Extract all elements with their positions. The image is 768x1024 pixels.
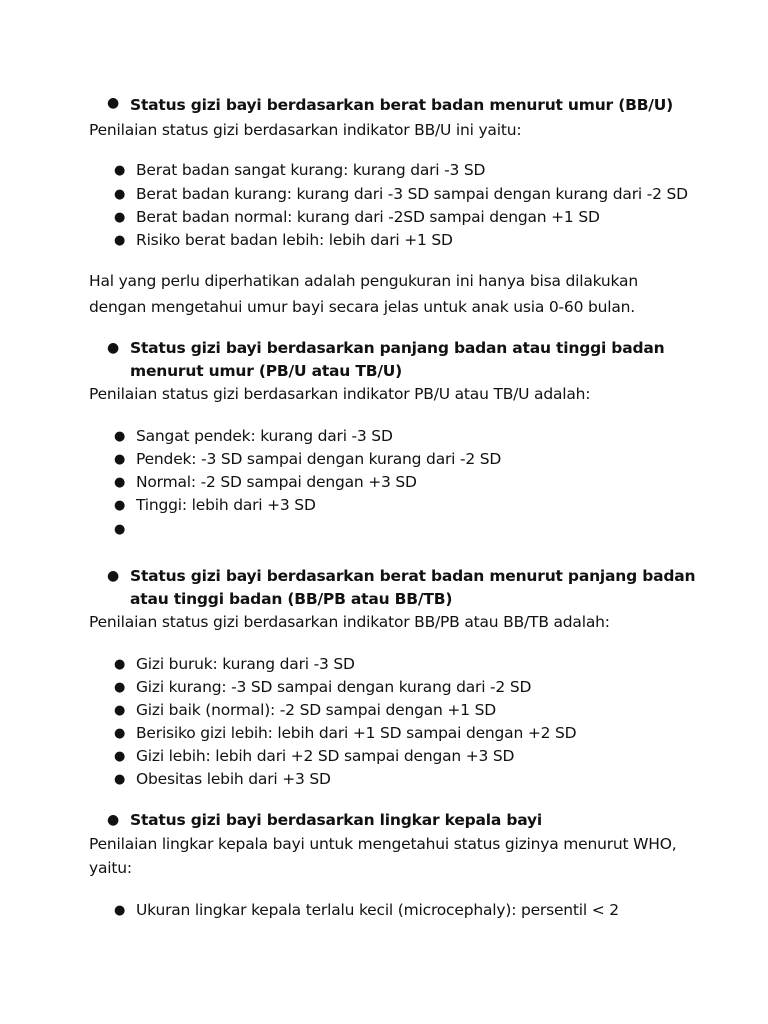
- list-bullet: ●: [114, 772, 126, 787]
- heading-bullet: ●: [107, 95, 120, 111]
- list-item: Gizi baik (normal): -2 SD sampai dengan +1 SD: [136, 701, 496, 719]
- section-intro: yaitu:: [89, 859, 132, 877]
- list-bullet: ●: [114, 522, 126, 537]
- section-note: Hal yang perlu diperhatikan adalah pengukuran ini hanya bisa dilakukan: [89, 272, 638, 290]
- list-item: Ukuran lingkar kepala terlalu kecil (microcephaly): persentil < 2: [136, 901, 619, 919]
- list-bullet: ●: [114, 187, 126, 202]
- list-bullet: ●: [114, 680, 126, 695]
- list-item: Obesitas lebih dari +3 SD: [136, 770, 331, 788]
- heading-bullet: ●: [107, 340, 120, 356]
- section-intro: Penilaian status gizi berdasarkan indikator BB/U ini yaitu:: [89, 121, 522, 139]
- list-item: Berisiko gizi lebih: lebih dari +1 SD sampai dengan +2 SD: [136, 724, 577, 742]
- list-bullet: ●: [114, 210, 126, 225]
- list-item: Berat badan sangat kurang: kurang dari -3 SD: [136, 161, 486, 179]
- list-item: Berat badan kurang: kurang dari -3 SD sampai dengan kurang dari -2 SD: [136, 185, 688, 203]
- section-heading: Status gizi bayi berdasarkan berat badan menurut panjang badan: [130, 567, 696, 585]
- list-bullet: ●: [114, 163, 126, 178]
- section-heading: Status gizi bayi berdasarkan lingkar kepala bayi: [130, 811, 543, 829]
- list-bullet: ●: [114, 749, 126, 764]
- list-item: Berat badan normal: kurang dari -2SD sampai dengan +1 SD: [136, 208, 600, 226]
- list-bullet: ●: [114, 657, 126, 672]
- list-bullet: ●: [114, 475, 126, 490]
- list-item: Tinggi: lebih dari +3 SD: [136, 496, 316, 514]
- heading-bullet: ●: [107, 568, 120, 584]
- list-item: Gizi lebih: lebih dari +2 SD sampai dengan +3 SD: [136, 747, 515, 765]
- list-item: Pendek: -3 SD sampai dengan kurang dari -2 SD: [136, 450, 502, 468]
- list-item: Normal: -2 SD sampai dengan +3 SD: [136, 473, 417, 491]
- section-heading: menurut umur (PB/U atau TB/U): [130, 362, 403, 380]
- list-bullet: ●: [114, 452, 126, 467]
- list-bullet: ●: [114, 703, 126, 718]
- list-bullet: ●: [114, 429, 126, 444]
- section-intro: Penilaian status gizi berdasarkan indikator BB/PB atau BB/TB adalah:: [89, 613, 610, 631]
- list-bullet: ●: [114, 498, 126, 513]
- list-item: Sangat pendek: kurang dari -3 SD: [136, 427, 393, 445]
- list-item: Gizi buruk: kurang dari -3 SD: [136, 655, 355, 673]
- section-heading: Status gizi bayi berdasarkan berat badan menurut umur (BB/U): [130, 96, 674, 114]
- section-heading: atau tinggi badan (BB/PB atau BB/TB): [130, 590, 453, 608]
- list-bullet: ●: [114, 233, 126, 248]
- section-heading: Status gizi bayi berdasarkan panjang badan atau tinggi badan: [130, 339, 665, 357]
- list-bullet: ●: [114, 726, 126, 741]
- section-intro: Penilaian status gizi berdasarkan indikator PB/U atau TB/U adalah:: [89, 385, 591, 403]
- list-item: Gizi kurang: -3 SD sampai dengan kurang dari -2 SD: [136, 678, 532, 696]
- list-item: Risiko berat badan lebih: lebih dari +1 SD: [136, 231, 453, 249]
- section-intro: Penilaian lingkar kepala bayi untuk mengetahui status gizinya menurut WHO,: [89, 835, 677, 853]
- heading-bullet: ●: [107, 812, 120, 828]
- list-bullet: ●: [114, 903, 126, 918]
- section-note: dengan mengetahui umur bayi secara jelas untuk anak usia 0-60 bulan.: [89, 298, 635, 316]
